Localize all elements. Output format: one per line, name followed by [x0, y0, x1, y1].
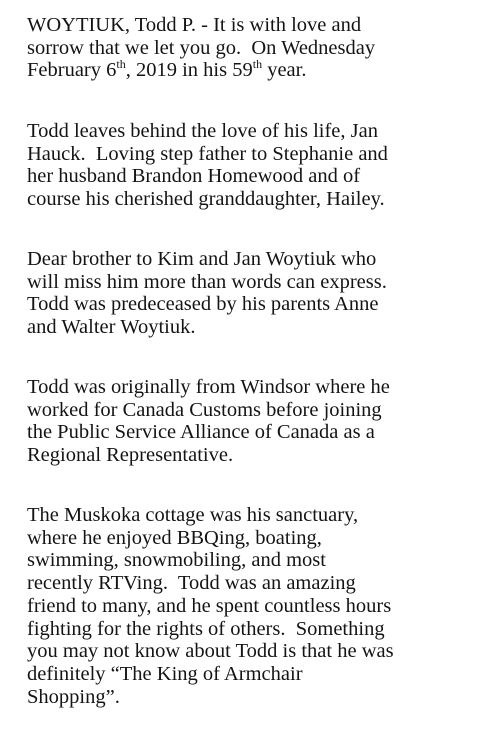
age-ordinal-suffix: th: [252, 57, 263, 72]
life-line: The Muskoka cottage was his sanctuary,: [27, 504, 359, 526]
siblings-line: and Walter Woytiuk.: [27, 316, 196, 339]
siblings-line: Dear brother to Kim and Jan Woytiuk who: [27, 248, 377, 270]
date-text: February 6: [27, 59, 117, 82]
career-paragraph: [27, 376, 390, 467]
career-line: Regional Representative.: [27, 444, 234, 467]
intro-paragraph: [27, 14, 375, 82]
career-line: the Public Service Alliance of Canada as a: [27, 421, 375, 444]
family-line: Todd leaves behind the love of his life, Jan: [27, 120, 378, 142]
life-line: where he enjoyed BBQing, boating,: [27, 526, 322, 549]
life-line: fighting for the rights of others. Something: [27, 617, 385, 640]
family-line: course his cherished granddaughter, Hailey.: [27, 188, 385, 211]
date-ordinal-suffix: th: [116, 57, 126, 72]
life-paragraph: [27, 504, 394, 708]
family-line: her husband Brandon Homewood and of: [27, 165, 361, 188]
family-paragraph: [27, 120, 388, 211]
career-line: Todd was originally from Windsor where he: [27, 376, 390, 398]
intro-line-3: [27, 59, 375, 82]
life-line: you may not know about Todd is that he was: [27, 640, 394, 663]
family-line: Hauck. Loving step father to Stephanie and: [27, 142, 388, 165]
life-line: friend to many, and he spent countless hours: [27, 594, 392, 617]
siblings-line: will miss him more than words can express.: [27, 270, 387, 293]
siblings-line: Todd was predeceased by his parents Anne: [27, 293, 379, 316]
year-text: , 2019 in his 59: [125, 59, 253, 82]
career-line: worked for Canada Customs before joining: [27, 398, 382, 421]
year-word: year.: [262, 59, 307, 82]
siblings-paragraph: [27, 248, 387, 339]
life-line: swimming, snowmobiling, and most: [27, 549, 326, 572]
life-line: Shopping”.: [27, 685, 120, 708]
intro-line-1: WOYTIUK, Todd P. - It is with love and: [27, 14, 362, 36]
life-line: recently RTVing. Todd was an amazing: [27, 572, 356, 595]
life-line: definitely “The King of Armchair: [27, 662, 303, 685]
intro-line-2: sorrow that we let you go. On Wednesday: [27, 36, 376, 59]
